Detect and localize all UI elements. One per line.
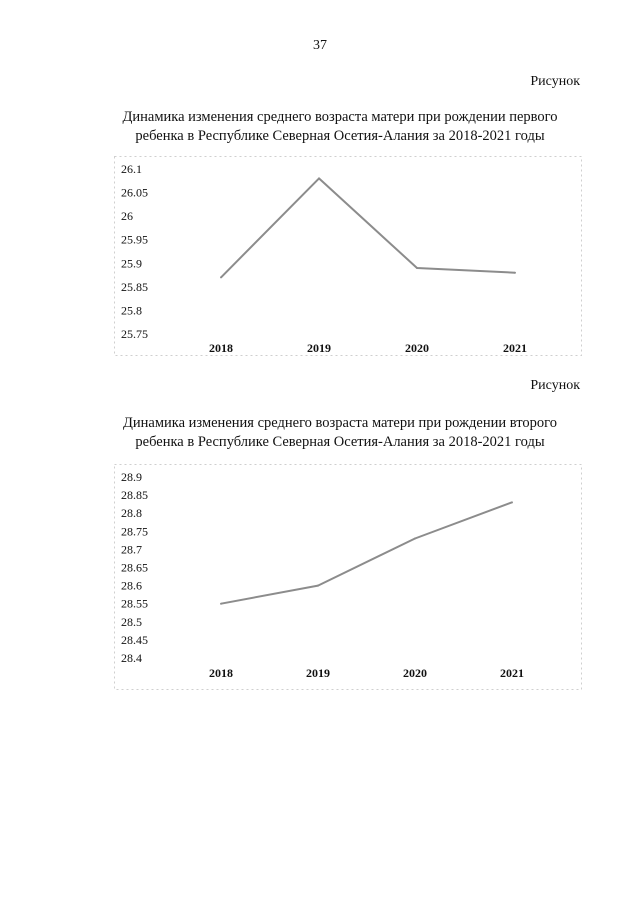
chart-1-data-point xyxy=(220,276,222,278)
chart-2-y-tick-label: 28.45 xyxy=(121,632,148,647)
chart-1-y-tick-label: 26.1 xyxy=(121,162,142,176)
chart-1-y-tick-label: 25.9 xyxy=(121,256,142,271)
figure-2-title-line-2: ребенка в Республике Северная Осетия-Алания за 2018-2021 годы xyxy=(135,434,545,450)
figure-2-title-line-1: Динамика изменения среднего возраста матери при рождении второго xyxy=(123,415,557,431)
chart-1-series-line xyxy=(221,178,515,277)
chart-2-x-tick-label: 2020 xyxy=(403,666,427,680)
figure-1-title-line-2: ребенка в Республике Северная Осетия-Алания за 2018-2021 годы xyxy=(135,128,545,144)
chart-2-x-tick-label: 2018 xyxy=(209,666,233,680)
figure-1-title xyxy=(80,108,600,146)
chart-1-y-tick-label: 26 xyxy=(121,209,133,224)
chart-2-y-tick-label: 28.5 xyxy=(121,614,142,629)
figure-2-label: Рисунок xyxy=(530,378,580,393)
chart-1-x-tick-label: 2021 xyxy=(503,341,527,355)
chart-1-y-tick-label: 25.8 xyxy=(121,303,142,318)
chart-1-y-tick-label: 25.75 xyxy=(121,327,148,341)
chart-1-y-tick-label: 25.95 xyxy=(121,232,148,247)
chart-1-data-point xyxy=(416,267,418,269)
figure-1-title-line-1: Динамика изменения среднего возраста матери при рождении первого xyxy=(122,109,558,125)
chart-2-data-point xyxy=(511,501,513,503)
chart-1-data-point xyxy=(514,272,516,274)
chart-2-y-tick-label: 28.4 xyxy=(121,651,142,665)
figure-2-title xyxy=(80,414,600,452)
chart-2-y-tick-label: 28.75 xyxy=(121,524,148,539)
chart-1-x-tick-label: 2019 xyxy=(307,341,331,355)
figure-1-label: Рисунок xyxy=(530,74,580,89)
chart-2-data-point xyxy=(414,538,416,540)
chart-1-y-tick-label: 25.85 xyxy=(121,279,148,294)
chart-2-frame xyxy=(115,465,582,690)
chart-2-y-tick-label: 28.55 xyxy=(121,596,148,611)
chart-1-svg xyxy=(114,156,582,356)
chart-2-series-line xyxy=(221,502,512,603)
chart-2-y-tick-label: 28.85 xyxy=(121,488,148,503)
chart-2 xyxy=(114,464,582,695)
chart-2-x-tick-label: 2019 xyxy=(306,666,330,680)
chart-1-x-tick-label: 2020 xyxy=(405,341,429,355)
chart-2-svg xyxy=(114,464,582,690)
chart-2-y-tick-label: 28.9 xyxy=(121,470,142,484)
chart-2-y-tick-label: 28.8 xyxy=(121,506,142,521)
chart-2-y-tick-label: 28.6 xyxy=(121,578,142,593)
chart-1-frame xyxy=(115,157,582,356)
chart-1 xyxy=(114,156,582,361)
chart-1-x-tick-label: 2018 xyxy=(209,341,233,355)
chart-2-y-tick-label: 28.7 xyxy=(121,542,142,557)
chart-2-data-point xyxy=(317,585,319,587)
chart-1-data-point xyxy=(318,177,320,179)
chart-1-y-tick-label: 26.05 xyxy=(121,185,148,200)
page-number: 37 xyxy=(313,38,327,53)
chart-2-y-tick-label: 28.65 xyxy=(121,560,148,575)
chart-2-data-point xyxy=(220,603,222,605)
chart-2-x-tick-label: 2021 xyxy=(500,666,524,680)
